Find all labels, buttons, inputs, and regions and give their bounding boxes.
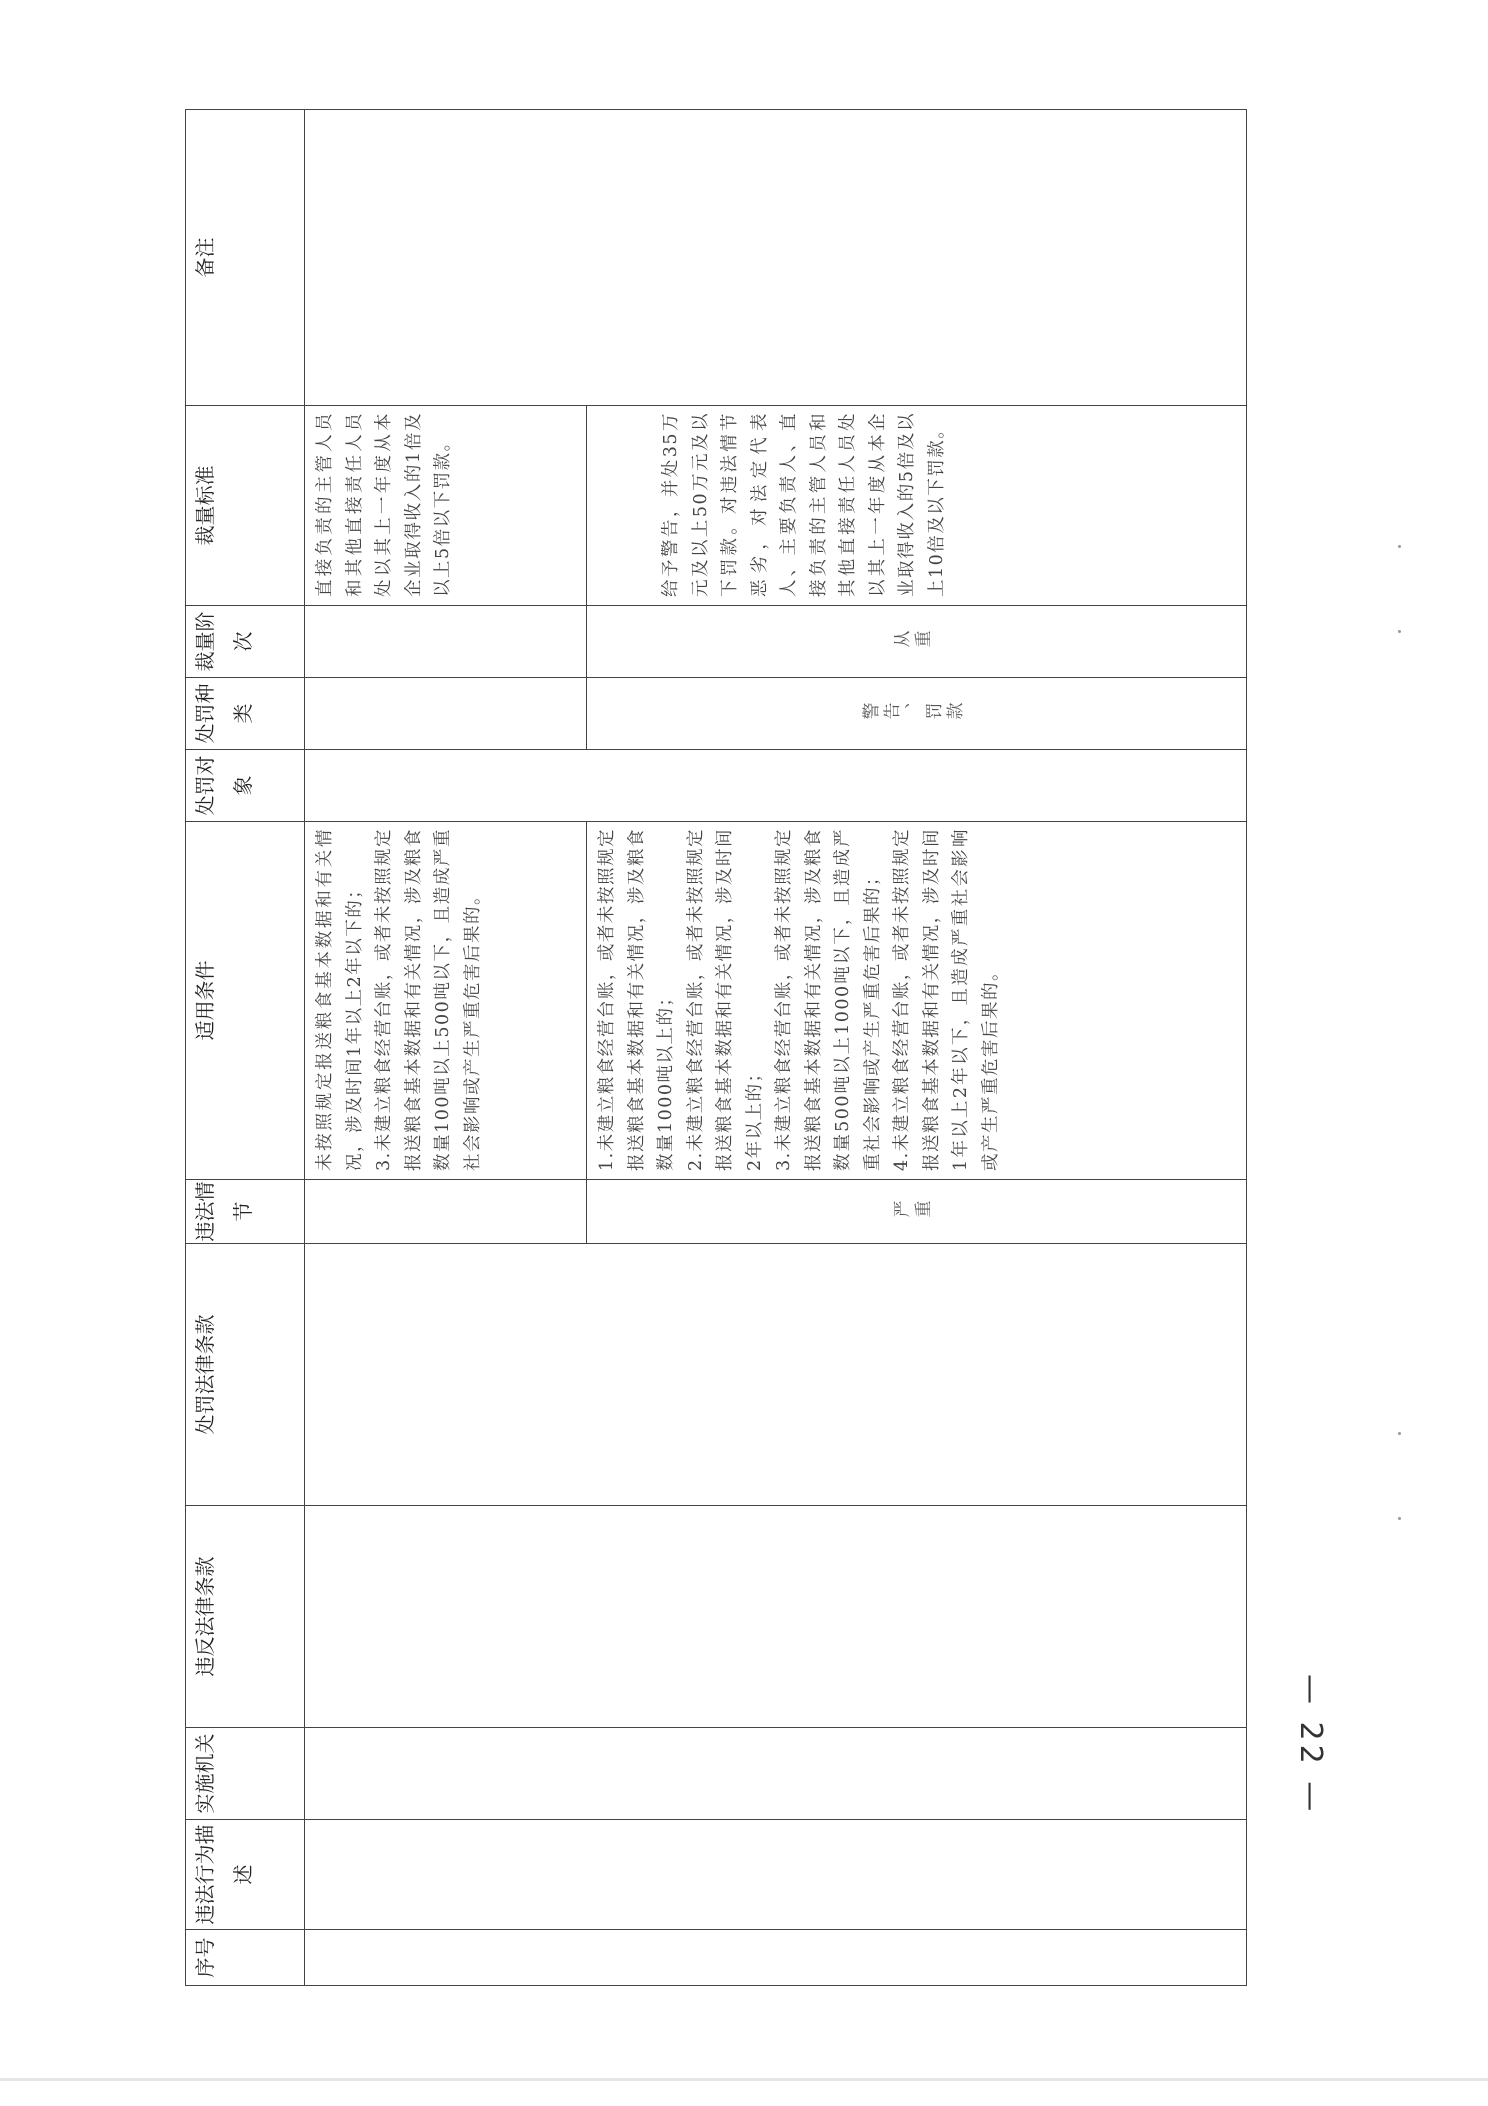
- standard-cell: [305, 406, 587, 606]
- level-cell: [587, 606, 1247, 678]
- type-cell: [305, 678, 587, 750]
- scan-speck: [1398, 1517, 1401, 1520]
- circumstance-cell: [587, 1180, 1247, 1244]
- penalty-discretion-table: [185, 109, 1247, 1986]
- header-circumstance: 违法情节: [186, 1180, 305, 1244]
- standard-cell: [587, 406, 1247, 606]
- scan-speck: [1398, 630, 1401, 633]
- type-cell: [587, 678, 1247, 750]
- target-cell: [305, 750, 1247, 822]
- level-text: 从重: [893, 631, 935, 652]
- circumstance-cell: [305, 1180, 587, 1244]
- circumstance-text: 严重: [893, 1201, 935, 1222]
- agency-cell: [305, 1728, 1247, 1820]
- scan-edge: [0, 2078, 1488, 2081]
- remarks-cell: [305, 110, 1247, 406]
- table-header-row: [186, 110, 305, 1986]
- condition-item: 2.未建立粮食经营台账，或者未按照规定报送粮食基本数据和有关情况，涉及时间2年以上的；: [685, 828, 765, 1171]
- scan-speck: [1398, 1432, 1401, 1435]
- condition-item: 1.未建立粮食经营台账，或者未按照规定报送粮食基本数据和有关情况，涉及粮食数量1000吨以上的；: [597, 828, 676, 1171]
- standard-text: 直接负责的主管人员和其他直接责任人员处以其上一年度从本企业取得收入的1倍及以上5倍以下罚款。: [315, 412, 453, 597]
- violated-law-cell: [305, 1506, 1247, 1728]
- header-violated-law: 违反法律条款: [186, 1506, 305, 1728]
- header-conditions: 适用条件: [186, 822, 305, 1180]
- header-type: 处罚种类: [186, 678, 305, 750]
- table-row: [305, 110, 587, 1986]
- page-number: — 22 —: [1293, 1674, 1328, 1816]
- condition-item: 3.未建立粮食经营台账，或者未按照规定报送粮食基本数据和有关情况，涉及粮食数量100吨以上500吨以下，且造成严重社会影响或产生严重危害后果的。: [374, 828, 483, 1171]
- standard-text: 给予警告，并处35万元及以上50万元及以下罚款。对违法情节恶劣，对法定代表人、主要负责人、直接负责的主管人员和其他直接责任人员处以其上一年度从本企业取得收入的5倍及以上10倍及以下罚款。: [661, 412, 947, 597]
- conditions-cell: [587, 822, 1247, 1180]
- rotated-table-frame: [185, 110, 1247, 1986]
- header-penalty-law: 处罚法律条款: [186, 1244, 305, 1506]
- header-level: 裁量阶次: [186, 606, 305, 678]
- condition-item: 未按照规定报送粮食基本数据和有关情况，涉及时间1年以上2年以下的；: [315, 828, 365, 1171]
- condition-item: 4.未建立粮食经营台账，或者未按照规定报送粮食基本数据和有关情况，涉及时间1年以上2年以下，且造成严重社会影响或产生严重危害后果的。: [892, 828, 1001, 1171]
- header-remarks: 备注: [186, 110, 305, 406]
- conditions-cell: [305, 822, 587, 1180]
- level-cell: [305, 606, 587, 678]
- condition-item: 3.未建立粮食经营台账，或者未按照规定报送粮食基本数据和有关情况，涉及粮食数量500吨以上1000吨以下，且造成严重社会影响或产生严重危害后果的；: [774, 828, 883, 1171]
- penalty-law-cell: [305, 1244, 1247, 1506]
- scan-speck: [1398, 545, 1401, 548]
- header-standard: 裁量标准: [186, 406, 305, 606]
- seq-cell: [305, 1930, 1247, 1986]
- header-target: 处罚对象: [186, 750, 305, 822]
- header-agency: 实施机关: [186, 1728, 305, 1820]
- header-seq: 序号: [186, 1930, 305, 1986]
- behavior-cell: [305, 1820, 1247, 1930]
- type-text: 警告、罚款: [861, 703, 967, 724]
- header-behavior: 违法行为描述: [186, 1820, 305, 1930]
